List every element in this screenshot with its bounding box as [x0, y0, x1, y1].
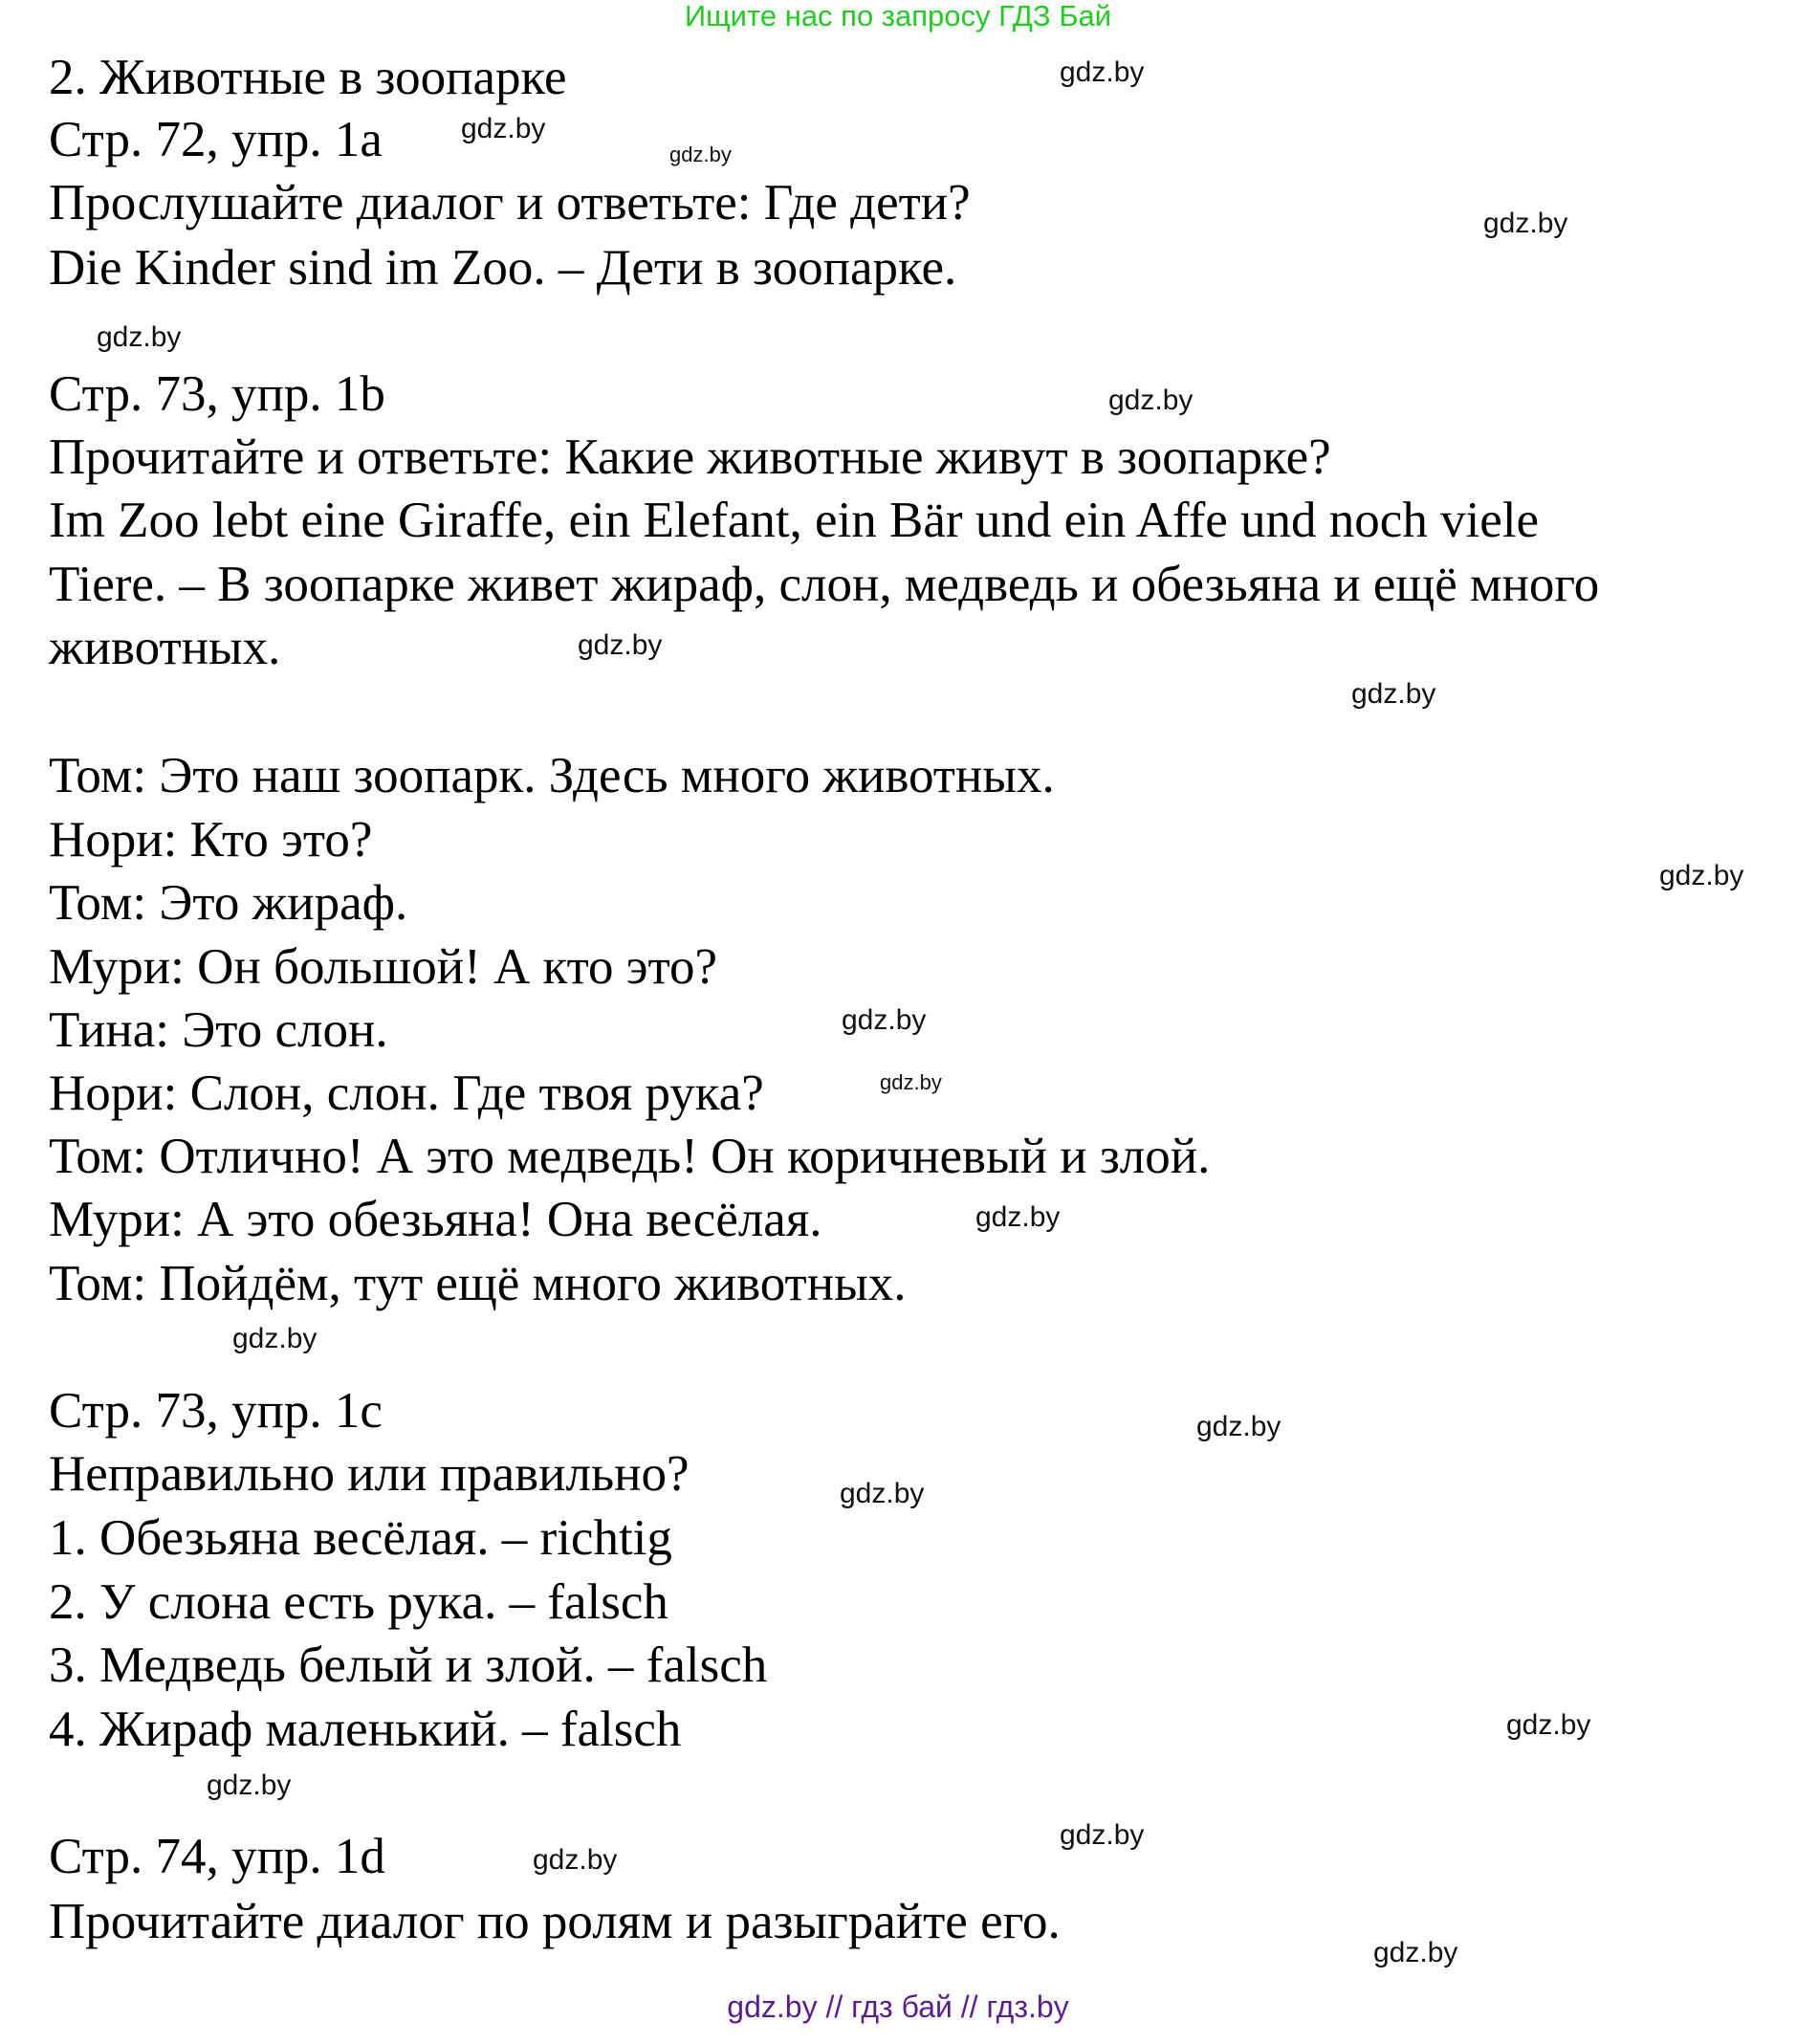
watermark: gdz.by	[880, 1070, 942, 1094]
watermark: gdz.by	[842, 1004, 927, 1036]
watermark: gdz.by	[840, 1478, 925, 1509]
dialog-line: Том: Пойдём, тут ещё много животных.	[49, 1256, 907, 1311]
dialog-line: Мури: А это обезьяна! Она весёлая.	[49, 1192, 822, 1247]
watermark: gdz.by	[1373, 1937, 1458, 1968]
dialog-line: Нори: Кто это?	[49, 812, 373, 868]
watermark: gdz.by	[207, 1769, 292, 1801]
exercise-task: Прочитайте и ответьте: Какие животные живут в зоопарке?	[49, 429, 1331, 485]
watermark: gdz.by	[1506, 1709, 1591, 1741]
watermark: gdz.by	[578, 629, 663, 661]
section-title: 2. Животные в зоопарке	[49, 50, 567, 105]
answer-text: Die Kinder sind im Zoo. – Дети в зоопарке.	[49, 240, 957, 296]
watermark: gdz.by	[1060, 56, 1145, 88]
answer-item: 2. У слона есть рука. – falsch	[49, 1574, 668, 1630]
exercise-heading: Стр. 74, упр. 1d	[49, 1829, 385, 1884]
exercise-task: Прослушайте диалог и ответьте: Где дети?	[49, 175, 971, 231]
answer-item: 3. Медведь белый и злой. – falsch	[49, 1637, 768, 1693]
exercise-heading: Стр. 73, упр. 1c	[49, 1383, 383, 1439]
watermark: gdz.by	[975, 1201, 1061, 1233]
watermark: gdz.by	[1108, 385, 1194, 416]
answer-text: Im Zoo lebt eine Giraffe, ein Elefant, ein Bär und ein Affe und noch viele	[49, 493, 1540, 548]
exercise-task: Неправильно или правильно?	[49, 1446, 690, 1502]
watermark: gdz.by	[1351, 678, 1436, 710]
watermark: gdz.by	[1060, 1819, 1145, 1851]
watermark: gdz.by	[669, 143, 732, 166]
answer-item: 4. Жираф маленький. – falsch	[49, 1702, 682, 1757]
footer-links: gdz.by // гдз бай // гдз.by	[727, 1989, 1069, 2024]
watermark: gdz.by	[97, 321, 182, 353]
watermark: gdz.by	[1196, 1411, 1281, 1442]
exercise-heading: Стр. 73, упр. 1b	[49, 366, 385, 422]
dialog-line: Нори: Слон, слон. Где твоя рука?	[49, 1066, 764, 1121]
answer-text: животных.	[49, 620, 281, 675]
exercise-task: Прочитайте диалог по ролям и разыграйте его.	[49, 1894, 1061, 1949]
answer-item: 1. Обезьяна весёлая. – richtig	[49, 1510, 672, 1566]
dialog-line: Тина: Это слон.	[49, 1002, 388, 1058]
watermark: gdz.by	[533, 1844, 618, 1876]
watermark: gdz.by	[232, 1323, 318, 1354]
dialog-line: Том: Это наш зоопарк. Здесь много животных.	[49, 748, 1055, 803]
dialog-line: Мури: Он большой! А кто это?	[49, 939, 718, 995]
watermark: gdz.by	[1659, 860, 1744, 891]
watermark: gdz.by	[461, 113, 546, 144]
search-hint-banner: Ищите нас по запросу ГДЗ Бай	[684, 0, 1112, 33]
dialog-line: Том: Это жираф.	[49, 875, 408, 931]
watermark: gdz.by	[1483, 208, 1568, 239]
exercise-heading: Стр. 72, упр. 1а	[49, 112, 383, 167]
dialog-line: Том: Отлично! А это медведь! Он коричневый и злой.	[49, 1129, 1211, 1184]
answer-text: Tiere. – В зоопарке живет жираф, слон, медведь и обезьяна и ещё много	[49, 557, 1600, 612]
